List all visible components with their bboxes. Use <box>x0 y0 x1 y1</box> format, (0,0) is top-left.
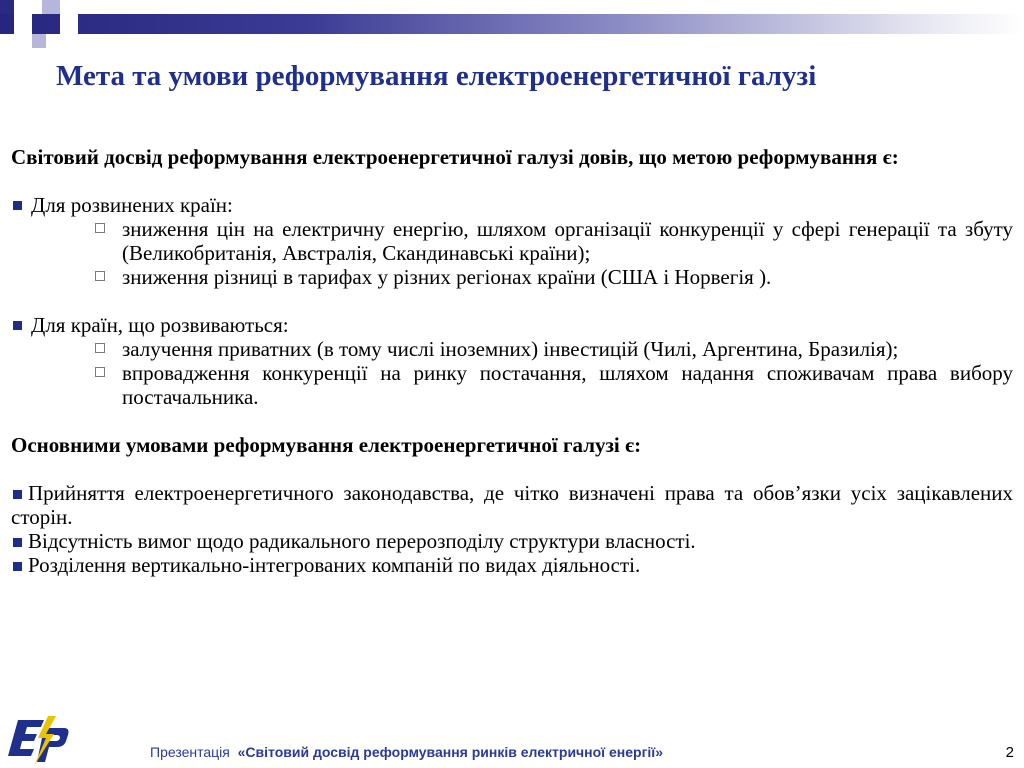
footer <box>150 744 890 760</box>
lightning-logo-icon <box>4 716 70 766</box>
footer-prefix: Презентація <box>150 744 230 760</box>
header-square <box>0 0 14 14</box>
list-item <box>122 361 1013 409</box>
list-item-text: зниження різниці в тарифах у різних регіонах країни (США і Норвегія ). <box>122 265 772 289</box>
condition-text: Розділення вертикально-інтегрованих компаній по видах діяльності. <box>28 553 641 577</box>
page-number: 2 <box>1005 744 1014 761</box>
hollow-square-bullet-icon <box>95 271 105 281</box>
square-bullet-icon <box>13 321 22 330</box>
hollow-square-bullet-icon <box>95 223 105 233</box>
list-item <box>122 217 1013 265</box>
group-heading <box>11 313 1013 337</box>
condition-text: Прийняття електроенергетичного законодавства, де чітко визначені права та обов’язки усіх зацікавлених сторін. <box>11 481 1013 529</box>
group-label: Для розвинених країн: <box>31 193 233 217</box>
group-heading <box>11 193 1013 217</box>
intro-text: Світовий досвід реформування електроенергетичної галузі довів, що метою реформування є: <box>11 145 899 169</box>
group-label: Для країн, що розвиваються: <box>31 313 289 337</box>
header-band <box>0 14 1024 34</box>
conditions-heading: Основними умовами реформування електроенергетичної галузі є: <box>11 433 642 457</box>
hollow-square-bullet-icon <box>95 367 105 377</box>
square-bullet-icon <box>13 562 22 571</box>
slide-title: Мета та умови реформування електроенергетичної галузі <box>56 60 817 92</box>
list-item <box>122 265 1013 289</box>
list-item-text: зниження цін на електричну енергію, шляхом організації конкуренції у сфері генерації та збуту (Великобританія, Австралія, Скандинавські країни); <box>122 217 1013 265</box>
list-item-text: залучення приватних (в тому числі іноземних) інвестицій (Чилі, Аргентина, Бразилія); <box>122 337 899 361</box>
list-item <box>122 337 1013 361</box>
header-square <box>60 14 78 34</box>
hollow-square-bullet-icon <box>95 343 105 353</box>
condition-item <box>11 553 1013 577</box>
square-bullet-icon <box>13 201 22 210</box>
list-item-text: впровадження конкуренції на ринку постачання, шляхом надання споживачам права вибору постачальника. <box>122 361 1013 409</box>
condition-item <box>11 481 1013 529</box>
square-bullet-icon <box>13 490 22 499</box>
header-square <box>32 34 46 48</box>
condition-text: Відсутність вимог щодо радикального перерозподілу структури власності. <box>28 529 696 553</box>
footer-title: «Світовий досвід реформування ринків електричної енергії» <box>237 744 664 760</box>
header-square <box>42 0 60 14</box>
slide-body <box>11 145 1013 577</box>
square-bullet-icon <box>13 538 22 547</box>
condition-item <box>11 529 1013 553</box>
header-square <box>14 14 32 34</box>
